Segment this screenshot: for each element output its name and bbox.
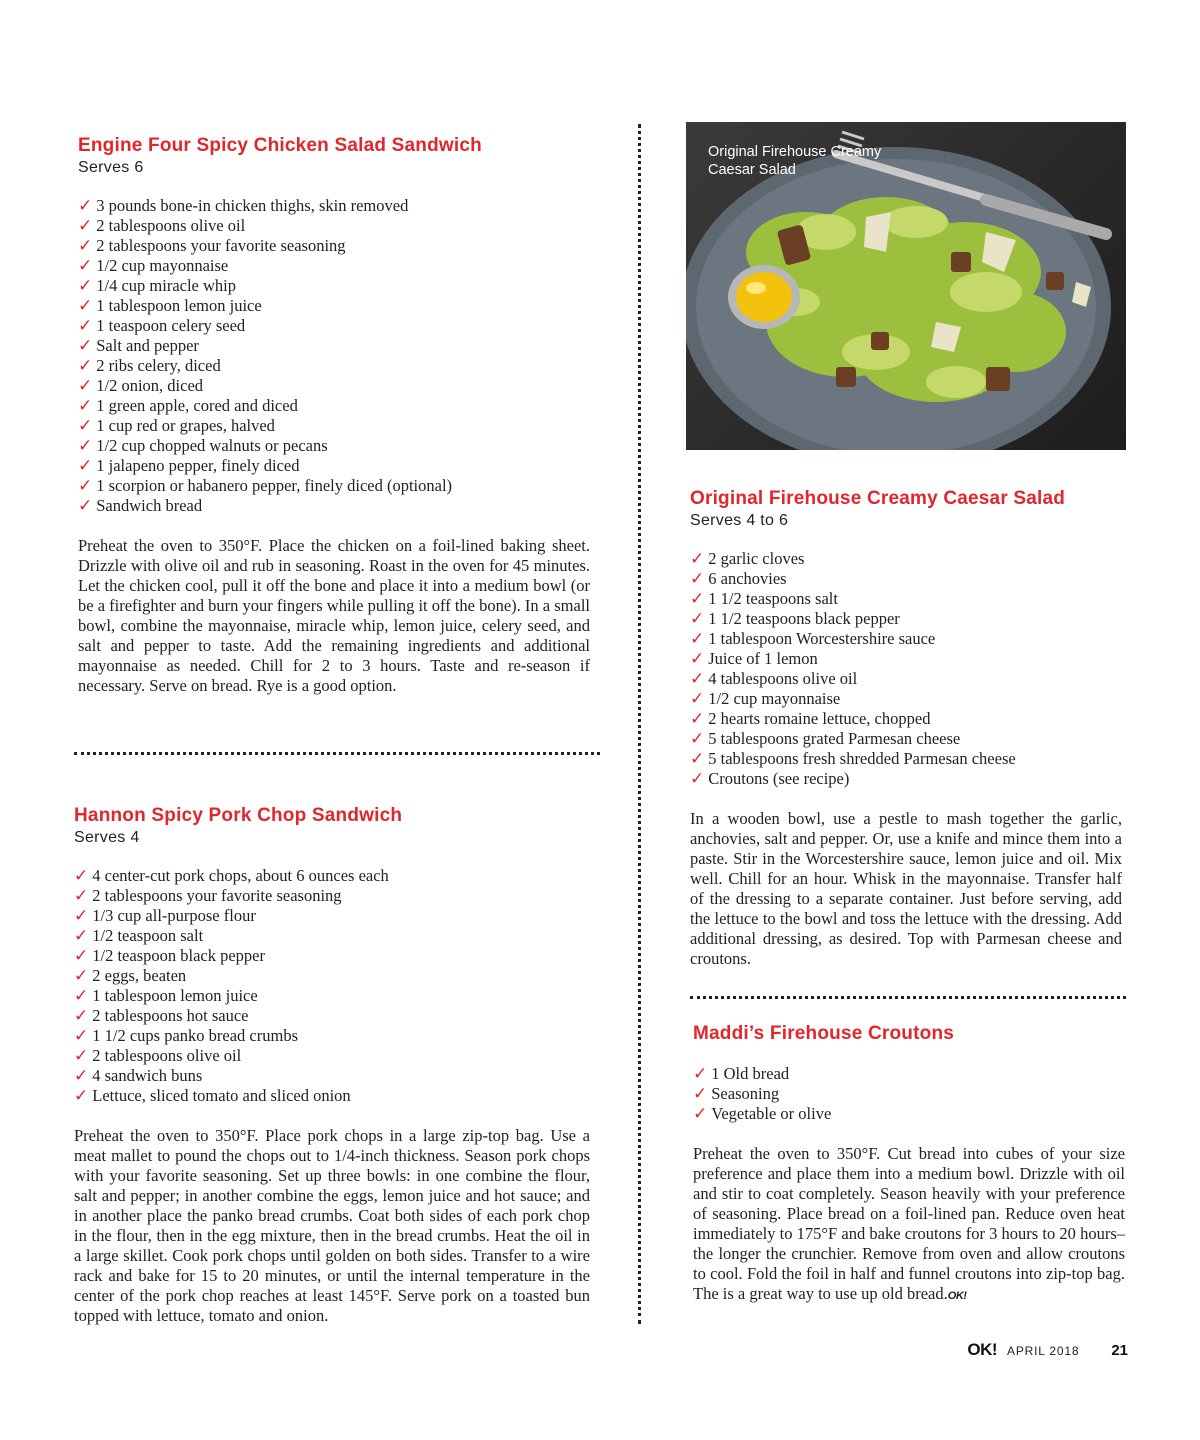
ingredient-item: [78, 256, 590, 276]
ingredient-item: [690, 609, 1122, 629]
check-icon: ✓: [78, 376, 93, 396]
check-icon: ✓: [74, 926, 89, 946]
ingredient-item: [74, 906, 590, 926]
ingredient-text: Seasoning: [711, 1084, 780, 1103]
ingredient-item: [78, 316, 590, 336]
section-divider: [690, 996, 1126, 999]
ingredient-text: 1 tablespoon Worcestershire sauce: [708, 629, 936, 648]
ingredient-item: [78, 436, 590, 456]
ingredient-text: 1/2 teaspoon salt: [92, 926, 204, 945]
ingredient-item: [78, 296, 590, 316]
ingredient-item: [690, 749, 1122, 769]
ingredient-text: 6 anchovies: [708, 569, 787, 588]
ingredient-item: [78, 336, 590, 356]
recipe-serves: Serves 6: [78, 159, 144, 176]
ingredient-item: [74, 866, 590, 886]
check-icon: ✓: [74, 1046, 89, 1066]
ingredient-text: 3 pounds bone-in chicken thighs, skin removed: [96, 196, 409, 215]
ingredient-item: [78, 396, 590, 416]
ingredient-item: [78, 376, 590, 396]
check-icon: ✓: [74, 1066, 89, 1086]
ingredient-text: 1/2 cup mayonnaise: [96, 256, 229, 275]
ingredient-item: [693, 1064, 1125, 1084]
ingredient-item: [78, 456, 590, 476]
ingredient-text: Salt and pepper: [96, 336, 199, 355]
ingredient-text: 1 Old bread: [711, 1064, 790, 1083]
check-icon: ✓: [78, 236, 93, 256]
recipe-serves: Serves 4: [74, 829, 140, 846]
ingredient-text: Vegetable or olive: [711, 1104, 832, 1123]
ingredient-text: 1 tablespoon lemon juice: [96, 296, 262, 315]
ingredient-item: [78, 236, 590, 256]
ingredient-text: 1 1/2 teaspoons salt: [708, 589, 838, 608]
ingredient-item: [78, 356, 590, 376]
ingredient-item: [690, 709, 1122, 729]
ingredient-item: [74, 1046, 590, 1066]
check-icon: ✓: [78, 356, 93, 376]
recipe-serves: Serves 4 to 6: [690, 512, 789, 529]
page-footer: [967, 1340, 1128, 1360]
ingredient-text: Sandwich bread: [96, 496, 203, 515]
check-icon: ✓: [690, 609, 705, 629]
ingredient-text: Juice of 1 lemon: [708, 649, 818, 668]
check-icon: ✓: [690, 669, 705, 689]
check-icon: ✓: [78, 396, 93, 416]
recipe-directions: In a wooden bowl, use a pestle to mash together the garlic, anchovies, salt and pepper. Or, use a knife and mince them into a paste. Stir in the Worcestershire sauce, lemon juice and oil. Mix well. Chill for an hour. Whisk in the mayonnaise. Transfer half of the dressing to a separate container. Just before serving, add the lettuce to the bowl and toss the lettuce with the dressing. Add additional dressing, as desired. Top with Parmesan cheese and croutons.: [690, 809, 1122, 968]
ingredient-text: 2 tablespoons your favorite seasoning: [96, 236, 346, 255]
ingredient-text: 1/2 teaspoon black pepper: [92, 946, 265, 965]
ingredient-item: [693, 1104, 1125, 1124]
ingredient-item: [690, 669, 1122, 689]
check-icon: ✓: [78, 196, 93, 216]
check-icon: ✓: [690, 569, 705, 589]
ingredient-item: [78, 196, 590, 216]
ingredient-item: [74, 1086, 590, 1106]
ingredient-text: 1/4 cup miracle whip: [96, 276, 237, 295]
recipe-directions: [693, 1144, 1125, 1306]
ingredient-text: Lettuce, sliced tomato and sliced onion: [92, 1086, 351, 1105]
footer-issue-date: APRIL 2018: [1007, 1344, 1080, 1358]
footer-brand-logo: OK!: [967, 1340, 998, 1359]
ingredient-text: 1 tablespoon lemon juice: [92, 986, 258, 1005]
ingredient-text: 1/2 cup mayonnaise: [708, 689, 841, 708]
check-icon: ✓: [690, 769, 705, 789]
check-icon: ✓: [74, 886, 89, 906]
ingredient-item: [78, 216, 590, 236]
check-icon: ✓: [74, 946, 89, 966]
check-icon: ✓: [78, 336, 93, 356]
check-icon: ✓: [74, 906, 89, 926]
ingredient-item: [74, 886, 590, 906]
ingredient-text: 4 tablespoons olive oil: [708, 669, 858, 688]
recipe-pork-chop: [74, 804, 590, 1326]
recipe-title: Maddi’s Firehouse Croutons: [693, 1023, 955, 1044]
ingredient-item: [690, 689, 1122, 709]
ingredient-text: 1 1/2 teaspoons black pepper: [708, 609, 900, 628]
check-icon: ✓: [693, 1104, 708, 1124]
ingredient-item: [74, 946, 590, 966]
check-icon: ✓: [74, 986, 89, 1006]
check-icon: ✓: [78, 456, 93, 476]
ingredient-text: 1 scorpion or habanero pepper, finely diced (optional): [96, 476, 453, 495]
ingredient-text: 2 eggs, beaten: [92, 966, 187, 985]
ingredient-item: [690, 589, 1122, 609]
ingredient-item: [78, 276, 590, 296]
ingredient-text: 1/3 cup all-purpose flour: [92, 906, 256, 925]
section-divider: [74, 752, 600, 755]
ingredient-text: Croutons (see recipe): [708, 769, 850, 788]
check-icon: ✓: [690, 689, 705, 709]
check-icon: ✓: [690, 629, 705, 649]
page-number: 21: [1111, 1342, 1128, 1359]
check-icon: ✓: [693, 1064, 708, 1084]
check-icon: ✓: [693, 1084, 708, 1104]
recipe-directions: Preheat the oven to 350°F. Place the chicken on a foil-lined baking sheet. Drizzle with olive oil and rub in seasoning. Roast in the oven for 45 minutes. Let the chicken cool, pull it off the bone and place it into a medium bowl (or be a firefighter and burn your fingers while pulling it off the bone). In a small bowl, combine the mayonnaise, miracle whip, lemon juice, celery seed, and salt and pepper to taste. Add the remaining ingredients and additional mayonnaise as needed. Chill for 2 to 3 hours. Taste and re-season if necessary. Serve on bread. Rye is a good option.: [78, 536, 590, 695]
check-icon: ✓: [690, 589, 705, 609]
ingredient-text: 4 sandwich buns: [92, 1066, 203, 1085]
end-mark-logo: OK!: [947, 1290, 967, 1302]
ingredient-item: [74, 1066, 590, 1086]
ingredient-text: 2 garlic cloves: [708, 549, 805, 568]
ingredient-item: [74, 966, 590, 986]
check-icon: ✓: [78, 296, 93, 316]
ingredient-text: 1/2 onion, diced: [96, 376, 204, 395]
ingredient-text: 4 center-cut pork chops, about 6 ounces each: [92, 866, 389, 885]
ingredient-text: 2 tablespoons olive oil: [92, 1046, 242, 1065]
ingredient-item: [690, 549, 1122, 569]
ingredient-text: 5 tablespoons grated Parmesan cheese: [708, 729, 961, 748]
ingredient-list: [78, 196, 590, 516]
recipe-chicken-salad: [78, 134, 590, 696]
check-icon: ✓: [690, 649, 705, 669]
check-icon: ✓: [78, 216, 93, 236]
check-icon: ✓: [690, 749, 705, 769]
check-icon: ✓: [78, 476, 93, 496]
ingredient-text: 1/2 cup chopped walnuts or pecans: [96, 436, 328, 455]
check-icon: ✓: [74, 1086, 89, 1106]
ingredient-text: 1 1/2 cups panko bread crumbs: [92, 1026, 298, 1045]
ingredient-item: [78, 476, 590, 496]
check-icon: ✓: [78, 416, 93, 436]
check-icon: ✓: [74, 866, 89, 886]
recipe-title: Original Firehouse Creamy Caesar Salad: [690, 488, 1066, 509]
ingredient-item: [74, 1026, 590, 1046]
recipe-title: Engine Four Spicy Chicken Salad Sandwich: [78, 135, 482, 156]
ingredient-item: [690, 649, 1122, 669]
check-icon: ✓: [78, 316, 93, 336]
check-icon: ✓: [78, 436, 93, 456]
recipe-caesar-salad: [690, 487, 1122, 969]
ingredient-text: 2 tablespoons olive oil: [96, 216, 246, 235]
recipe-directions: Preheat the oven to 350°F. Place pork chops in a large zip-top bag. Use a meat mallet to pound the chops out to 1/4-inch thickness. Season pork chops with your favorite seasoning. Set up three bowls: in one combine the flour, salt and pepper; in another combine the eggs, lemon juice and hot sauce; and in another place the panko bread crumbs. Coat both sides of each pork chop in the flour, then in the egg mixture, then in the bread crumbs. Heat the oil in a large skillet. Cook pork chops until golden on both sides. Transfer to a wire rack and bake for 15 to 20 minutes, or until the internal temperature in the center of the pork chop reaches at least 145°F. Serve pork on a toasted bun topped with lettuce, tomato and onion.: [74, 1126, 590, 1325]
column-divider: [638, 124, 641, 1324]
ingredient-item: [690, 729, 1122, 749]
ingredient-text: 2 tablespoons hot sauce: [92, 1006, 249, 1025]
ingredient-item: [74, 1006, 590, 1026]
ingredient-item: [78, 496, 590, 516]
check-icon: ✓: [74, 1006, 89, 1026]
ingredient-text: 2 tablespoons your favorite seasoning: [92, 886, 342, 905]
check-icon: ✓: [690, 549, 705, 569]
ingredient-item: [78, 416, 590, 436]
ingredient-item: [693, 1084, 1125, 1104]
ingredient-item: [74, 986, 590, 1006]
ingredient-text: 5 tablespoons fresh shredded Parmesan cheese: [708, 749, 1016, 768]
ingredient-text: 1 green apple, cored and diced: [96, 396, 298, 415]
ingredient-list: [693, 1064, 1125, 1124]
check-icon: ✓: [74, 966, 89, 986]
check-icon: ✓: [78, 276, 93, 296]
ingredient-list: [74, 866, 590, 1106]
ingredient-item: [690, 769, 1122, 789]
ingredient-text: 2 hearts romaine lettuce, chopped: [708, 709, 931, 728]
check-icon: ✓: [690, 729, 705, 749]
check-icon: ✓: [690, 709, 705, 729]
ingredient-item: [74, 926, 590, 946]
ingredient-text: 1 teaspoon celery seed: [96, 316, 246, 335]
ingredient-list: [690, 549, 1122, 789]
directions-text: Preheat the oven to 350°F. Cut bread into cubes of your size preference and place them into a medium bowl. Drizzle with oil and stir to coat completely. Season heavily with your preference of seasoning. Place bread on a foil-lined pan. Reduce oven heat immediately to 175°F and bake croutons for 3 hours to 20 hours–the longer the crunchier. Remove from oven and allow croutons to cool. Fold the foil in half and funnel croutons into zip-top bag. The is a great way to use up old bread.: [693, 1144, 1125, 1303]
recipe-croutons: [693, 1022, 1125, 1306]
ingredient-item: [690, 569, 1122, 589]
check-icon: ✓: [78, 256, 93, 276]
ingredient-text: 1 cup red or grapes, halved: [96, 416, 275, 435]
ingredient-item: [690, 629, 1122, 649]
check-icon: ✓: [78, 496, 93, 516]
ingredient-text: 2 ribs celery, diced: [96, 356, 221, 375]
recipe-title: Hannon Spicy Pork Chop Sandwich: [74, 805, 403, 826]
check-icon: ✓: [74, 1026, 89, 1046]
ingredient-text: 1 jalapeno pepper, finely diced: [96, 456, 300, 475]
caesar-salad-photo: [686, 122, 1126, 450]
photo-caption: Original Firehouse Creamy Caesar Salad: [708, 144, 882, 178]
